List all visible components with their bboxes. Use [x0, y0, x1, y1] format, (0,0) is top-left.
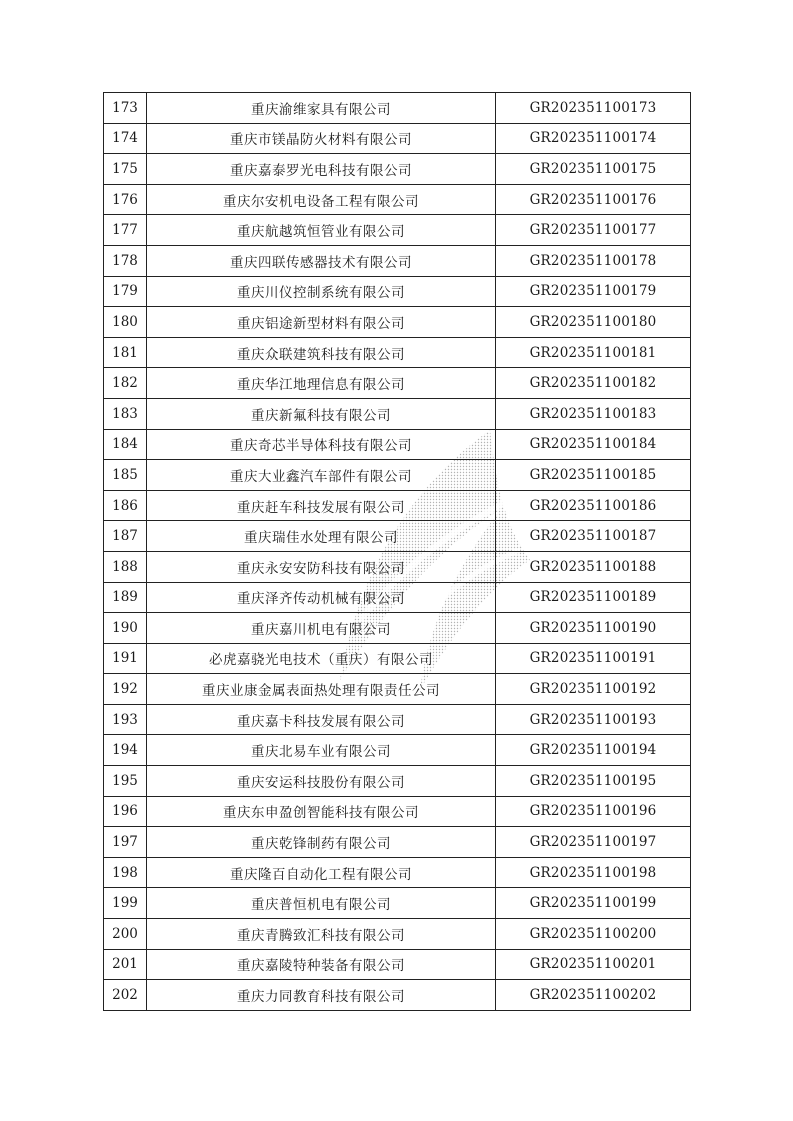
- company-name: 重庆泽齐传动机械有限公司: [147, 582, 496, 613]
- row-number: 183: [104, 398, 147, 429]
- table-row: [104, 276, 691, 307]
- row-number: 179: [104, 276, 147, 307]
- row-number: 187: [104, 521, 147, 552]
- table-row: [104, 827, 691, 858]
- table-row: [104, 949, 691, 980]
- table-row: [104, 674, 691, 705]
- row-number: 199: [104, 888, 147, 919]
- row-number: 175: [104, 154, 147, 185]
- company-name: 重庆尔安机电设备工程有限公司: [147, 184, 496, 215]
- row-number: 176: [104, 184, 147, 215]
- table-row: [104, 154, 691, 185]
- certificate-code: GR202351100179: [496, 276, 691, 307]
- table-row: [104, 704, 691, 735]
- certificate-code: GR202351100199: [496, 888, 691, 919]
- certificate-code: GR202351100181: [496, 337, 691, 368]
- certificate-code: GR202351100184: [496, 429, 691, 460]
- certificate-code: GR202351100177: [496, 215, 691, 246]
- company-name: 重庆赶车科技发展有限公司: [147, 490, 496, 521]
- company-name: 重庆北易车业有限公司: [147, 735, 496, 766]
- certificate-code: GR202351100198: [496, 857, 691, 888]
- row-number: 201: [104, 949, 147, 980]
- company-name: 重庆渝维家具有限公司: [147, 93, 496, 124]
- table-row: [104, 337, 691, 368]
- company-name: 重庆业康金属表面热处理有限责任公司: [147, 674, 496, 705]
- table-row: [104, 460, 691, 491]
- company-name: 重庆青腾致汇科技有限公司: [147, 919, 496, 950]
- row-number: 178: [104, 245, 147, 276]
- certificate-code: GR202351100174: [496, 123, 691, 154]
- certificate-code: GR202351100190: [496, 613, 691, 644]
- row-number: 177: [104, 215, 147, 246]
- row-number: 188: [104, 551, 147, 582]
- company-name: 重庆嘉卡科技发展有限公司: [147, 704, 496, 735]
- table-row: [104, 429, 691, 460]
- company-name: 重庆嘉川机电有限公司: [147, 613, 496, 644]
- company-name: 重庆普恒机电有限公司: [147, 888, 496, 919]
- row-number: 190: [104, 613, 147, 644]
- certificate-code: GR202351100175: [496, 154, 691, 185]
- company-name: 重庆乾锋制药有限公司: [147, 827, 496, 858]
- certificate-code: GR202351100185: [496, 460, 691, 491]
- certificate-code: GR202351100176: [496, 184, 691, 215]
- table-row: [104, 735, 691, 766]
- company-name: 重庆嘉陵特种装备有限公司: [147, 949, 496, 980]
- table-row: [104, 796, 691, 827]
- row-number: 174: [104, 123, 147, 154]
- company-name: 重庆众联建筑科技有限公司: [147, 337, 496, 368]
- company-name: 重庆瑞佳水处理有限公司: [147, 521, 496, 552]
- company-name: 重庆航越筑恒管业有限公司: [147, 215, 496, 246]
- company-name: 重庆安运科技股份有限公司: [147, 766, 496, 797]
- table-row: [104, 582, 691, 613]
- company-name: 重庆东申盈创智能科技有限公司: [147, 796, 496, 827]
- certificate-code: GR202351100187: [496, 521, 691, 552]
- company-name: 重庆奇芯半导体科技有限公司: [147, 429, 496, 460]
- company-name: 重庆大业鑫汽车部件有限公司: [147, 460, 496, 491]
- table-row: [104, 490, 691, 521]
- company-name: 重庆四联传感器技术有限公司: [147, 245, 496, 276]
- company-name: 重庆市镁晶防火材料有限公司: [147, 123, 496, 154]
- table-row: [104, 888, 691, 919]
- table-row: [104, 551, 691, 582]
- certificate-code: GR202351100180: [496, 307, 691, 338]
- row-number: 200: [104, 919, 147, 950]
- certificate-code: GR202351100178: [496, 245, 691, 276]
- certificate-code: GR202351100200: [496, 919, 691, 950]
- company-name: 必虎嘉骁光电技术（重庆）有限公司: [147, 643, 496, 674]
- certificate-code: GR202351100182: [496, 368, 691, 399]
- table-row: [104, 398, 691, 429]
- certificate-code: GR202351100193: [496, 704, 691, 735]
- row-number: 202: [104, 980, 147, 1011]
- certificate-code: GR202351100188: [496, 551, 691, 582]
- table-body: [104, 93, 691, 1011]
- company-name: 重庆隆百自动化工程有限公司: [147, 857, 496, 888]
- company-name: 重庆川仪控制系统有限公司: [147, 276, 496, 307]
- row-number: 197: [104, 827, 147, 858]
- table-row: [104, 521, 691, 552]
- company-name: 重庆永安安防科技有限公司: [147, 551, 496, 582]
- row-number: 192: [104, 674, 147, 705]
- table-row: [104, 766, 691, 797]
- row-number: 185: [104, 460, 147, 491]
- row-number: 193: [104, 704, 147, 735]
- table-row: [104, 93, 691, 124]
- row-number: 195: [104, 766, 147, 797]
- table-row: [104, 980, 691, 1011]
- table-row: [104, 368, 691, 399]
- row-number: 198: [104, 857, 147, 888]
- certificate-code: GR202351100194: [496, 735, 691, 766]
- table-row: [104, 245, 691, 276]
- table-row: [104, 613, 691, 644]
- row-number: 194: [104, 735, 147, 766]
- certificate-code: GR202351100183: [496, 398, 691, 429]
- row-number: 180: [104, 307, 147, 338]
- row-number: 189: [104, 582, 147, 613]
- certificate-code: GR202351100201: [496, 949, 691, 980]
- company-name: 重庆新氟科技有限公司: [147, 398, 496, 429]
- row-number: 182: [104, 368, 147, 399]
- certificate-code: GR202351100186: [496, 490, 691, 521]
- company-name: 重庆力同教育科技有限公司: [147, 980, 496, 1011]
- certificate-code: GR202351100189: [496, 582, 691, 613]
- row-number: 181: [104, 337, 147, 368]
- company-name: 重庆华江地理信息有限公司: [147, 368, 496, 399]
- company-list-table: [103, 92, 691, 1011]
- certificate-code: GR202351100202: [496, 980, 691, 1011]
- certificate-code: GR202351100196: [496, 796, 691, 827]
- table-row: [104, 857, 691, 888]
- certificate-code: GR202351100192: [496, 674, 691, 705]
- certificate-code: GR202351100173: [496, 93, 691, 124]
- row-number: 173: [104, 93, 147, 124]
- row-number: 184: [104, 429, 147, 460]
- row-number: 186: [104, 490, 147, 521]
- table-row: [104, 184, 691, 215]
- table-row: [104, 643, 691, 674]
- row-number: 196: [104, 796, 147, 827]
- certificate-code: GR202351100191: [496, 643, 691, 674]
- table-row: [104, 123, 691, 154]
- table-row: [104, 919, 691, 950]
- table-row: [104, 307, 691, 338]
- company-name: 重庆铝途新型材料有限公司: [147, 307, 496, 338]
- certificate-code: GR202351100197: [496, 827, 691, 858]
- row-number: 191: [104, 643, 147, 674]
- company-name: 重庆嘉泰罗光电科技有限公司: [147, 154, 496, 185]
- table-row: [104, 215, 691, 246]
- certificate-code: GR202351100195: [496, 766, 691, 797]
